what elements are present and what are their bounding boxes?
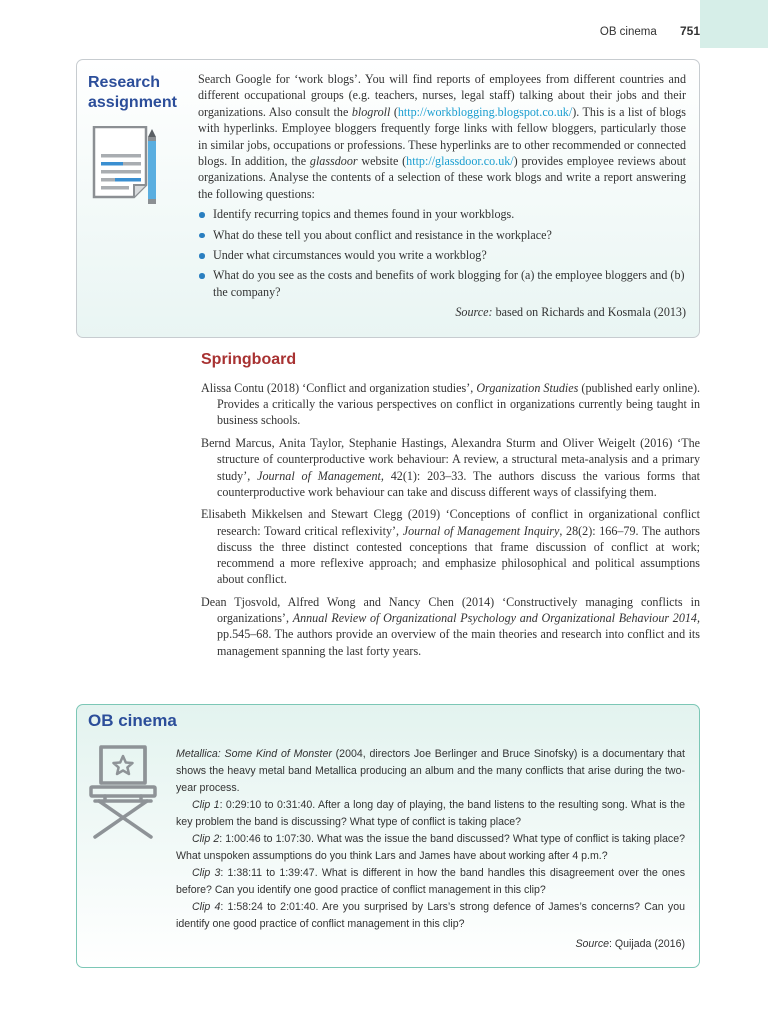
question-item: What do these tell you about conflict and resistance in the workplace? (198, 227, 686, 243)
document-pencil-icon (92, 126, 162, 213)
cinema-source: Source: Quijada (2016) (575, 938, 685, 950)
question-item: Identify recurring topics and themes found in your workblogs. (198, 206, 686, 222)
question-list (198, 206, 686, 300)
springboard-references (201, 380, 700, 665)
director-chair-icon (87, 745, 159, 846)
question-item: Under what circumstances would you write a workblog? (198, 247, 686, 263)
ob-cinema-body (176, 746, 685, 953)
springboard-title: Springboard (201, 351, 297, 368)
page-number: 751 (679, 24, 700, 38)
ob-cinema-box (76, 704, 700, 968)
reference-item: Alissa Contu (2018) ‘Conflict and organization studies’, Organization Studies (published early online). Provides a critically the various perspectives on conflict in organizations currently being taught in business schools. (201, 381, 700, 428)
research-assignment-label: Research assignment (88, 74, 177, 111)
reference-item: Dean Tjosvold, Alfred Wong and Nancy Chen (2014) ‘Constructively managing conflicts in organizations’, Annual Review of Organizational Psychology and Organizational Behaviour 2014, pp.545–68. The authors provide an overview of the main theories and research into conflict and its management spanning the last forty years. (201, 594, 700, 658)
running-head (600, 24, 700, 38)
glassdoor-link[interactable]: http://glassdoor.co.uk/ (406, 154, 514, 169)
page-tab (700, 0, 768, 48)
reference-item: Elisabeth Mikkelsen and Stewart Clegg (2019) ‘Conceptions of conflict in organizational conflict research: Toward critical reflexivity’, Journal of Management Inquiry, 28(2): 166–79. The authors discuss the three distinct contested conceptions that frame discussion of conflict at work; recommend a more reflexive approach; and emphasize philosophical and political assumptions about conflict. (201, 507, 700, 587)
question-item: What do you see as the costs and benefits of work blogging for (a) the employee bloggers and (b) the company? (198, 267, 686, 300)
reference-item: Bernd Marcus, Anita Taylor, Stephanie Hastings, Alexandra Sturm and Oliver Weigelt (2016) ‘The structure of counterproductive work behaviour: A review, a structural meta-analysis and a primary study’, Journal of Management, 42(1): 203–33. The authors discuss the various forms that counterproductive work behaviour can take and discuss different ways of classifying them. (201, 436, 700, 499)
research-assignment-box (76, 59, 700, 338)
running-head-section: OB cinema (599, 26, 657, 38)
clip-item: Clip 4: 1:58:24 to 2:01:40. Are you surprised by Lars’s strong defence of James’s concerns? Can you identify one good practice of conflict management in this clip? (176, 901, 685, 930)
research-source: Source: based on Richards and Kosmala (2013) (455, 305, 686, 320)
clip-item: Clip 1: 0:29:10 to 0:31:40. After a long day of playing, the band listens to the resulting song. What is the key problem the band is discussing? What type of conflict is taking place? (176, 799, 685, 828)
ob-cinema-title: OB cinema (88, 711, 177, 730)
clip-item: Clip 3: 1:38:11 to 1:39:47. What is different in how the band handles this disagreement over the ones before? Can you identify one good practice of conflict management in this clip? (176, 867, 685, 896)
research-assignment-body (198, 71, 686, 321)
clip-item: Clip 2: 1:00:46 to 1:07:30. What was the issue the band discussed? What type of conflict is taking place? What unspoken assumptions do you think Lars and James have about working after 4 p.m.? (176, 833, 685, 862)
research-paragraph: Search Google for ‘work blogs’. You will find reports of employees from different countries and different occupational groups (e.g. teachers, nurses, legal staff) talking about their jobs and their organizations. Also consult the blogroll (http://workblogging.blogspot.co.uk/). This is a list of blogs with hyperlinks. Employee bloggers frequently forge links with fellow bloggers, particularly those in similar jobs, occupations or professions. These hyperlinks are to other recommended or connected blogs. In addition, the glassdoor website (http://glassdoor.co.uk/) provides employee reviews about organizations. Analyse the contents of a selection of these work blogs and write a report answering the following questions: (198, 72, 686, 201)
film-intro: Metallica: Some Kind of Monster (2004, directors Joe Berlinger and Bruce Sinofsky) is a documentary that shows the heavy metal band Metallica producing an album and the many conflicts that arise during the two-year process. (176, 748, 685, 794)
workblogging-link[interactable]: http://workblogging.blogspot.co.uk/ (397, 104, 573, 119)
